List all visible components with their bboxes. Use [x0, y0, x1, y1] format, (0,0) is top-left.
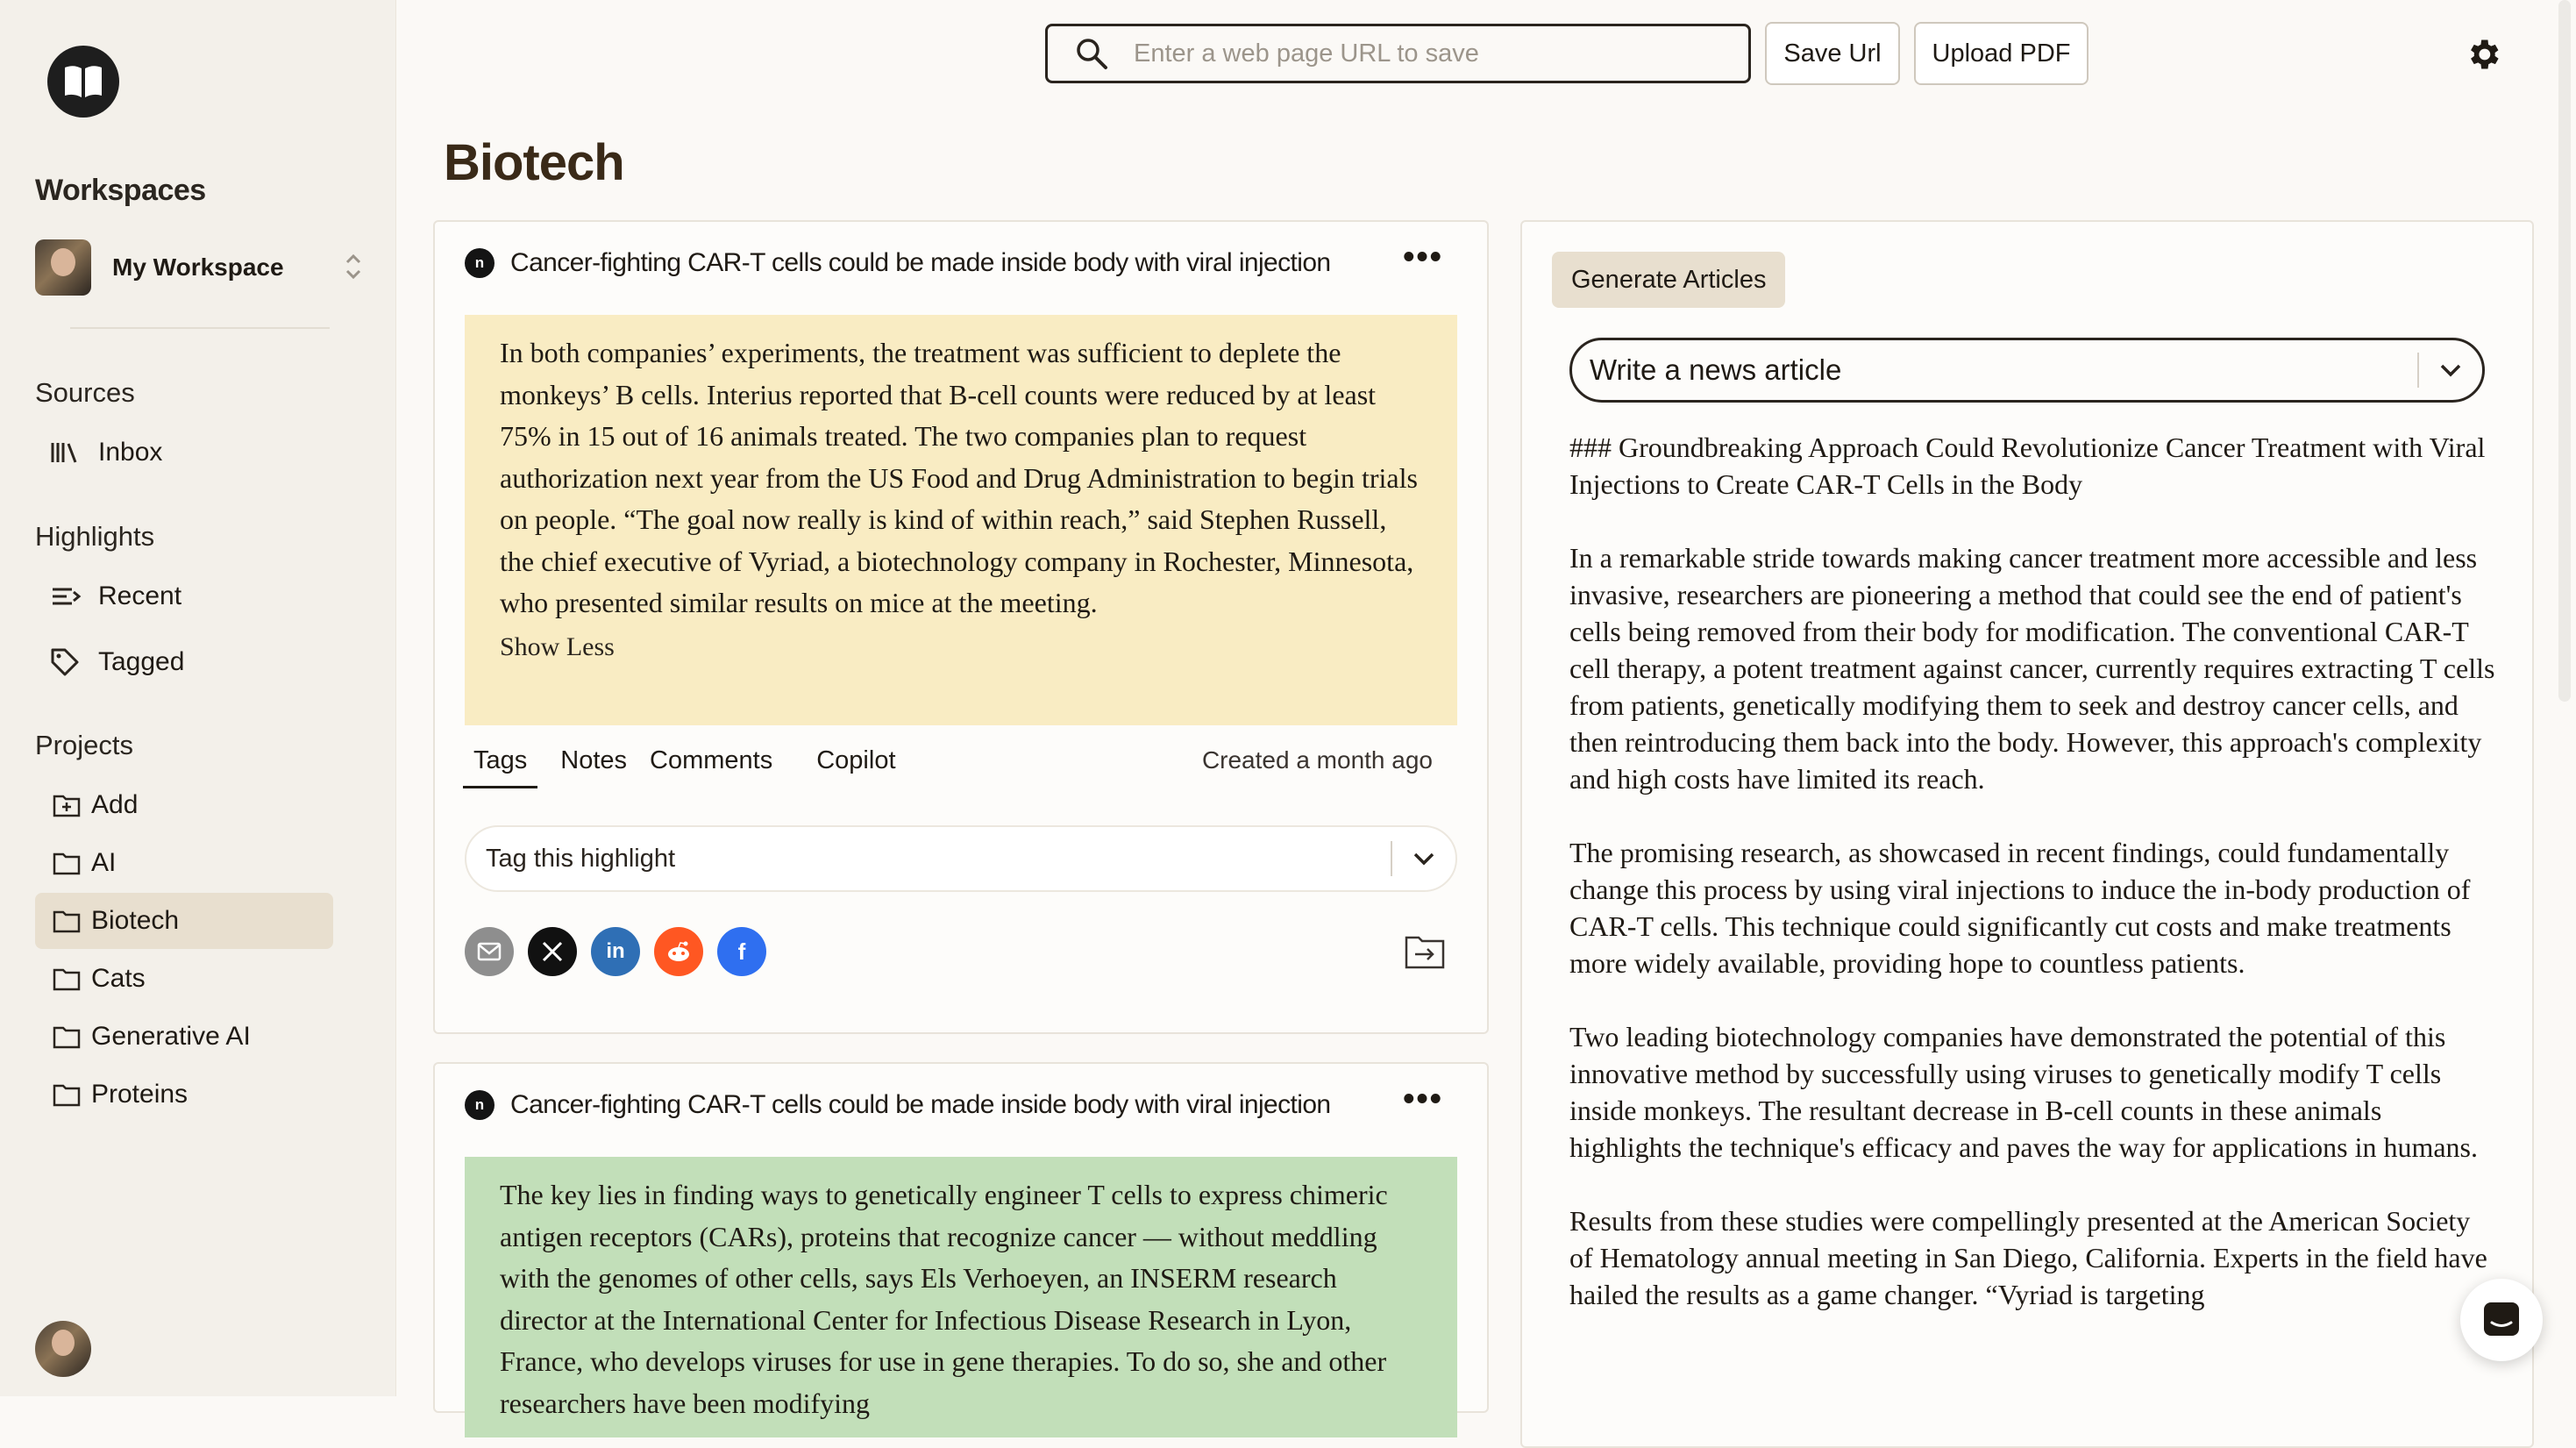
tab-copilot[interactable]: Copilot	[816, 746, 896, 774]
highlight-quote	[465, 1157, 1457, 1437]
export-icon[interactable]	[1403, 932, 1447, 971]
folder-icon	[53, 967, 81, 991]
sidebar-item-label: Proteins	[91, 1080, 189, 1109]
generated-article	[1569, 429, 2499, 1350]
highlight-card	[433, 220, 1489, 1034]
article-paragraph: The promising research, as showcased in recent findings, could fundamentally change this process by using viral injections to induce the in-body production of CAR-T cells. This technique could significantly cut costs and make treatments more widely available, providing hope to countless patients.	[1569, 837, 2471, 979]
sidebar-item-cats[interactable]	[35, 951, 333, 1007]
sidebar-item-generative-ai[interactable]	[35, 1009, 333, 1065]
chevron-up-down-icon	[343, 249, 364, 288]
url-input[interactable]	[1134, 39, 1695, 68]
folder-plus-icon	[53, 793, 81, 817]
save-url-button[interactable]: Save Url	[1765, 22, 1900, 85]
tab-tags[interactable]: Tags	[463, 746, 537, 788]
sidebar-item-proteins[interactable]	[35, 1066, 333, 1123]
card-header[interactable]	[465, 248, 1331, 278]
article-paragraph: Results from these studies were compellingly presented at the American Society of Hematology annual meeting in San Diego, California. Experts in the field have hailed the results as a game changer. “Vyriad is targeting	[1569, 1205, 2487, 1310]
highlight-tabs	[473, 746, 919, 788]
sidebar-item-label: Cats	[91, 964, 146, 993]
highlight-source-title[interactable]: Cancer-fighting CAR-T cells could be made inside body with viral injection	[510, 1090, 1331, 1119]
source-icon: n	[465, 248, 495, 278]
search-icon	[1074, 36, 1109, 71]
sidebar-item-inbox[interactable]	[35, 424, 333, 481]
projects-heading: Projects	[35, 730, 133, 760]
linkedin-icon[interactable]: in	[591, 927, 640, 976]
facebook-icon[interactable]: f	[717, 927, 766, 976]
tab-notes[interactable]: Notes	[560, 746, 628, 774]
highlight-card	[433, 1062, 1489, 1419]
sidebar-item-label: Add	[91, 790, 139, 819]
x-icon[interactable]	[528, 927, 577, 976]
more-options-icon[interactable]: •••	[1403, 239, 1443, 275]
card-header[interactable]	[465, 1090, 1331, 1120]
library-icon	[47, 439, 82, 466]
source-icon: n	[465, 1090, 495, 1120]
sidebar-item-biotech[interactable]	[35, 893, 333, 949]
article-paragraph: In a remarkable stride towards making cancer treatment more accessible and less invasive, researchers are pioneering a method that could see the end of patient's cells being removed from their body for modification. The conventional CAR-T cell therapy, a potent treatment against cancer, currently requires extracting T cells from patients, genetically modifying them to seek and destroy cancer cells, and then reintroducing them back into the body. However, this approach's complexity and high costs have limited its reach.	[1569, 542, 2495, 795]
sidebar-item-ai[interactable]	[35, 835, 333, 891]
share-buttons	[465, 927, 780, 976]
folder-icon	[53, 909, 81, 933]
workspace-switcher[interactable]	[35, 239, 364, 296]
recent-list-icon	[47, 583, 82, 610]
user-avatar[interactable]	[35, 1321, 91, 1377]
tag-select[interactable]	[465, 825, 1457, 892]
highlight-quote	[465, 315, 1457, 725]
open-book-icon	[61, 62, 105, 101]
copilot-panel	[1520, 220, 2534, 1448]
highlight-source-title[interactable]: Cancer-fighting CAR-T cells could be made inside body with viral injection	[510, 248, 1331, 277]
gear-icon[interactable]	[2464, 35, 2502, 74]
scrollbar-thumb[interactable]	[2558, 0, 2571, 702]
folder-icon	[53, 1082, 81, 1107]
sidebar-item-label: Recent	[98, 581, 182, 610]
upload-pdf-button[interactable]: Upload PDF	[1914, 22, 2089, 85]
chat-support-button[interactable]	[2460, 1279, 2543, 1361]
tag-icon	[47, 646, 82, 678]
reddit-icon[interactable]	[654, 927, 703, 976]
tab-comments[interactable]: Comments	[650, 746, 773, 774]
page-title: Biotech	[444, 134, 624, 191]
url-search-bar[interactable]	[1045, 24, 1751, 83]
workspace-avatar	[35, 239, 91, 296]
created-timestamp: Created a month ago	[1201, 746, 1433, 774]
article-paragraph: Two leading biotechnology companies have demonstrated the potential of this innovative method by successfully using viruses to genetically modify T cells inside monkeys. The resultant decrease in B-cell counts in these animals highlights the technique's efficacy and paves the way for applications in humans.	[1569, 1021, 2478, 1163]
workspaces-heading: Workspaces	[35, 174, 206, 207]
app-logo[interactable]	[47, 46, 119, 118]
show-less-link[interactable]: Show Less	[500, 631, 615, 661]
article-heading: ### Groundbreaking Approach Could Revolutionize Cancer Treatment with Viral Injections to Create CAR-T Cells in the Body	[1569, 432, 2486, 500]
sidebar	[0, 0, 396, 1396]
article-type-value: Write a news article	[1590, 353, 1842, 386]
generate-articles-button[interactable]: Generate Articles	[1552, 252, 1785, 308]
highlights-heading: Highlights	[35, 521, 155, 552]
more-options-icon[interactable]: •••	[1403, 1081, 1443, 1117]
highlight-text: In both companies’ experiments, the treatment was sufficient to deplete the monkeys’ B cells. Interius reported that B-cell counts were reduced by at least 75% in 15 out of 16 animals treated. The two companies plan to request authorization next year from the US Food and Drug Administration to begin trials on people. “The goal now really is kind of within reach,” said Stephen Russell, the chief executive of Vyriad, a biotechnology company in Rochester, Minnesota, who presented similar results on mice at the meeting.	[500, 337, 1418, 618]
sidebar-item-label: Biotech	[91, 906, 180, 935]
chat-icon	[2481, 1300, 2522, 1340]
chevron-down-icon[interactable]	[1392, 852, 1455, 866]
sidebar-item-label: Inbox	[98, 438, 163, 467]
sidebar-divider	[70, 327, 330, 329]
folder-icon	[53, 1024, 81, 1049]
highlight-text: The key lies in finding ways to genetically engineer T cells to express chimeric antigen receptors (CARs), proteins that recognize cancer — without meddling with the genomes of other cells, says Els Verhoeyen, an INSERM research director at the International Center for Infectious Disease Research in Lyon, France, who develops viruses for use in gene therapies. To do so, she and other researchers have been modifying	[500, 1179, 1388, 1419]
project-add-button[interactable]	[35, 777, 333, 833]
sidebar-item-label: AI	[91, 848, 117, 877]
folder-icon	[53, 851, 81, 875]
tag-select-placeholder: Tag this highlight	[486, 844, 676, 873]
email-icon[interactable]	[465, 927, 514, 976]
sidebar-item-label: Tagged	[98, 647, 185, 676]
workspace-name: My Workspace	[112, 253, 284, 281]
sources-heading: Sources	[35, 377, 135, 408]
sidebar-item-tagged[interactable]	[35, 634, 333, 690]
article-type-select[interactable]	[1569, 338, 2485, 403]
chevron-down-icon[interactable]	[2419, 363, 2482, 377]
sidebar-item-recent[interactable]	[35, 568, 333, 624]
sidebar-item-label: Generative AI	[91, 1022, 251, 1051]
